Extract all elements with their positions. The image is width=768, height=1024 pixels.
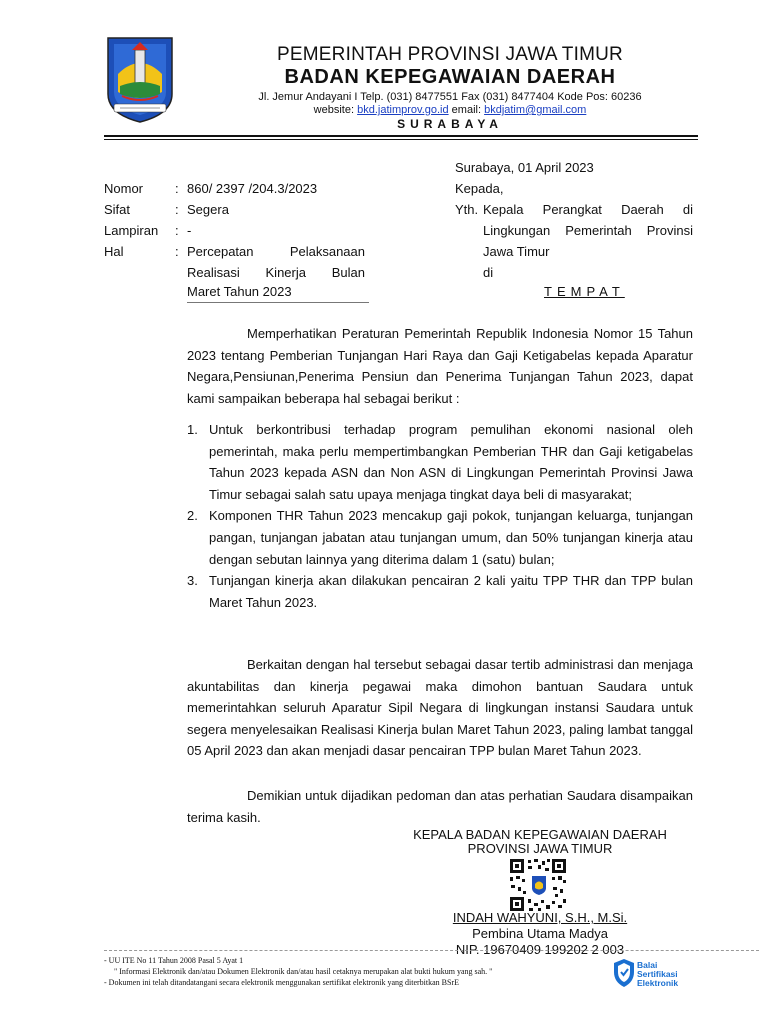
sifat-label: Sifat [104, 202, 131, 217]
email-label: email: [448, 104, 485, 116]
list-item-text: Komponen THR Tahun 2023 mencakup gaji pokok, tunjangan keluarga, tunjangan pangan, tunjangan jabatan atau tunjangan umum, dan 50% tunjangan kinerja atau dengan sebutan lainnya yang diterima dalam 1 (satu) bulan; [209, 508, 693, 567]
list-item-number: 1. [187, 422, 198, 437]
list-item-number: 3. [187, 573, 198, 589]
letterhead-city: SURABAYA [397, 117, 503, 131]
nomor-value: 860/ 2397 /204.3/2023 [187, 181, 318, 196]
letterhead-rule-thick [104, 135, 698, 137]
lampiran-label: Lampiran [104, 223, 159, 238]
nomor-label: Nomor [104, 181, 144, 196]
signatory-nip: NIP. 19670409 199202 2 003 [455, 942, 625, 957]
yth-label: Yth. [455, 202, 479, 217]
qr-code-icon [508, 857, 568, 913]
letterhead-rule-thin [104, 139, 698, 140]
list-item-text: Untuk berkontribusi terhadap program pemulihan ekonomi nasional oleh pemerintah, maka perlu mempertimbangkan Pemberian THR dan Gaji ketigabelas Tahun 2023 kepada ASN dan Non ASN di Lingkungan Pemerintah Provinsi Jawa Timur sebagai salah satu upaya menjaga tingkat daya beli di masyarakat; [209, 422, 693, 502]
footer-line-2: " Informasi Elektronik dan/atau Dokumen Elektronik dan/atau hasil cetaknya merupakan alat bukti hukum yang sah. " [114, 967, 493, 976]
request-paragraph [187, 654, 693, 762]
points-list [187, 419, 693, 613]
closing-text: Demikian untuk dijadikan pedoman dan atas perhatian Saudara disampaikan terima kasih. [187, 788, 693, 825]
recipient-line-3: Jawa Timur [483, 244, 550, 259]
bsre-line-1: Balai [637, 960, 658, 970]
lampiran-colon: : [175, 223, 179, 238]
recipient-tempat: TEMPAT [544, 284, 625, 299]
bsre-line-2: Sertifikasi [637, 969, 678, 979]
list-item [187, 419, 693, 505]
signatory-rank: Pembina Utama Madya [472, 926, 608, 941]
recipient-line-1: Kepala Perangkat Daerah di [483, 202, 693, 217]
footer-line-1: - UU ITE No 11 Tahun 2008 Pasal 5 Ayat 1 [104, 956, 244, 965]
signatory-title-2: PROVINSI JAWA TIMUR [467, 841, 613, 856]
website-label: website: [313, 104, 358, 116]
bsre-label [637, 961, 678, 988]
footer-line-3: - Dokumen ini telah ditandatangani secara elektronik menggunakan sertifikat elektronik yang diterbitkan BSrE [104, 978, 459, 987]
sifat-colon: : [175, 202, 179, 217]
hal-line-1: Percepatan Pelaksanaan [187, 244, 365, 259]
sifat-value: Segera [187, 202, 229, 217]
signatory-title-1: KEPALA BADAN KEPEGAWAIAN DAERAH [413, 827, 667, 842]
list-item [187, 570, 693, 613]
list-item [187, 505, 693, 570]
bsre-line-3: Elektronik [637, 978, 679, 988]
bsre-logo-icon [612, 958, 636, 988]
letterhead-government: PEMERINTAH PROVINSI JAWA TIMUR [277, 44, 623, 65]
hal-label: Hal [104, 244, 124, 259]
hal-line-3: Maret Tahun 2023 [187, 284, 292, 299]
request-text: Berkaitan dengan hal tersebut sebagai dasar tertib administrasi dan menjaga akuntabilitas dan kinerja pegawai maka dimohon bantuan Saudara untuk memerintahkan seluruh Aparatur Sipil Negara di lingkungan instansi Saudara untuk segera menyelesaikan Realisasi Kinerja bulan Maret Tahun 2023, paling lambat tanggal 05 April 2023 dan akan menjadi dasar pencairan TPP bulan Maret Tahun 2023. [187, 657, 693, 759]
letter-date: Surabaya, 01 April 2023 [455, 160, 594, 175]
lampiran-value: - [187, 223, 192, 238]
website-link[interactable]: bkd.jatimprov.go.id [357, 104, 449, 116]
intro-text: Memperhatikan Peraturan Pemerintah Republik Indonesia Nomor 15 Tahun 2023 tentang Pemberian Tunjangan Hari Raya dan Gaji Ketigabelas kepada Aparatur Negara,Pensiunan,Penerima Pensiun dan Penerima Tunjangan Tahun 2023, dapat kami sampaikan beberapa hal sebagai berikut : [187, 326, 693, 406]
hal-underline [187, 302, 369, 303]
list-item-number: 2. [187, 508, 198, 524]
email-link[interactable]: bkdjatim@gmail.com [484, 104, 587, 116]
hal-colon: : [175, 244, 179, 259]
letterhead-agency: BADAN KEPEGAWAIAN DAERAH [284, 66, 616, 88]
intro-paragraph [187, 323, 693, 409]
recipient-line-2: Lingkungan Pemerintah Provinsi [483, 223, 693, 238]
closing-paragraph [187, 785, 693, 828]
hal-line-2: Realisasi Kinerja Bulan [187, 265, 365, 280]
letterhead-contact [180, 104, 720, 116]
signatory-name: INDAH WAHYUNI, S.H., M.Si. [452, 910, 628, 925]
coat-of-arms-logo [104, 34, 176, 124]
kepada-label: Kepada, [455, 181, 504, 196]
recipient-di: di [483, 265, 494, 280]
letterhead-address: Jl. Jemur Andayani I Telp. (031) 8477551 Fax (031) 8477404 Kode Pos: 60236 [258, 91, 642, 103]
footer-divider [104, 950, 759, 951]
list-item-text: Tunjangan kinerja akan dilakukan pencairan 2 kali yaitu TPP THR dan TPP bulan Maret Tahun 2023. [209, 573, 693, 610]
nomor-colon: : [175, 181, 179, 196]
